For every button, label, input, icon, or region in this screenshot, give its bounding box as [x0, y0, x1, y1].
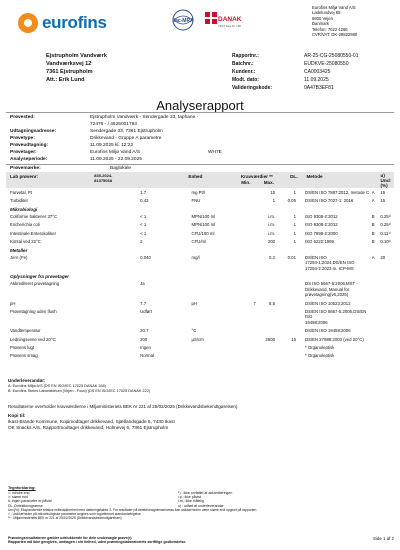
sample-info-key: Prøvested:	[10, 115, 35, 120]
result-max: i.m.	[268, 230, 275, 236]
result-unit: mg Pt/l	[191, 189, 205, 195]
meta-row	[232, 68, 394, 76]
result-lab-cell	[96, 309, 141, 325]
col-limits	[234, 172, 280, 188]
result-dl	[278, 309, 299, 325]
lab-address-line: 6600 Vejen	[312, 15, 333, 21]
result-row	[6, 280, 394, 299]
lab-address	[312, 5, 398, 37]
result-subcontractor-flag	[372, 337, 381, 342]
result-unit: µS/cm	[191, 336, 204, 342]
result-method: DS ISO 5667-5:2006,MST - Drikkevand, Manual for prøvetagning(v6,2025)	[304, 281, 358, 298]
eurofins-brand-name: eurofins	[42, 13, 107, 32]
legend-item: i.p.: ikke påvist	[178, 495, 201, 500]
legend-note: ¹⁾ : Usikkerheder på mikrobiologiske parametre angives som logaritmeret standardafvigelse	[8, 512, 141, 517]
sample-info-row	[6, 149, 394, 156]
result-name: Akkrediteret prøvetagning	[10, 281, 60, 287]
result-method: DS/EN ISO 7887:2012, metode C	[304, 189, 370, 195]
result-value: 20.7	[140, 328, 149, 334]
result-uncertainty: 0.25¹⁾	[380, 222, 392, 228]
result-uncertainty: 0.11¹⁾	[380, 230, 391, 236]
meta-value: 11.09.2025	[304, 77, 329, 83]
meta-value: EUDKVE-25080550	[304, 61, 349, 67]
sample-marker-label: Prøvemærke:	[10, 166, 41, 171]
result-name: Turbiditet	[10, 197, 28, 203]
result-min	[238, 239, 259, 244]
result-dl: 1	[293, 230, 296, 236]
legend-note: Unc(%): Ekspanderede relative måleusikkerhed med dækningsfaktor 2. For resultater på detektionsgrænseniveau kan usikkerheden være større end opgivet på rapporten.	[8, 507, 258, 512]
sample-marker-row	[6, 165, 394, 172]
sample-info-value	[90, 156, 394, 163]
compliance-statement: Resultaterne overholder kravværdierne i Miljøministeriets BEK nr 221 af 25/02/2025 (Drikkevandsbekendtgørelsen).	[8, 404, 239, 409]
result-min	[238, 309, 259, 325]
result-dl: 0.05	[287, 197, 296, 203]
sample-info-value	[90, 149, 394, 156]
sample-info-text: Drikkevand - Gruppe A parametre	[90, 136, 162, 141]
legend-item: DL: Detektionsgrænse	[8, 503, 43, 508]
col-max: Max.	[263, 180, 274, 185]
result-category: Mikrobiologi	[10, 206, 38, 212]
result-min	[238, 353, 259, 358]
result-category: Metaller	[10, 247, 28, 253]
sample-info-row	[6, 114, 394, 128]
sample-info-text: Ejstrupholm Vandværk - Sendergade 33, taphane - 72476 - / 4625001793	[90, 115, 199, 127]
result-row	[6, 221, 394, 229]
result-dl: 1	[293, 213, 296, 219]
result-row	[6, 335, 394, 343]
result-name: Escherichia coli	[10, 222, 40, 228]
legend-item: >: større end	[8, 495, 28, 500]
result-dl	[278, 353, 299, 358]
result-name: Coliforme bakterier 37°C	[10, 213, 58, 219]
result-value: < 1	[140, 213, 147, 219]
result-max: 200	[267, 238, 275, 244]
result-value: Normal	[140, 353, 154, 359]
result-row	[6, 188, 394, 196]
result-method: ISO 9308-2:2012	[304, 213, 338, 219]
result-dl	[278, 301, 299, 306]
sample-info-code: WH7E	[208, 150, 222, 155]
result-subcontractor-flag	[372, 328, 381, 333]
result-subcontractor-flag	[372, 345, 381, 350]
lab-address-line: Telefon: 7022 4266	[312, 26, 348, 32]
result-min	[238, 214, 259, 219]
result-row	[6, 344, 394, 352]
legend-heading: Tegnforklaring:	[8, 486, 36, 490]
result-subcontractor-flag: A	[371, 197, 375, 203]
meta-row	[232, 84, 394, 92]
legend-item: #: ingen parametre er påvist	[8, 499, 52, 504]
result-name: Farvetal, Pt	[10, 189, 32, 195]
customer-address-line: Att.: Erik Lund	[46, 77, 85, 83]
col-dl: DL.	[290, 174, 298, 179]
result-max	[259, 328, 278, 333]
result-dl	[278, 281, 299, 297]
result-value: Udført	[140, 309, 153, 314]
result-value: Ja	[140, 281, 145, 287]
result-uncertainty: 20	[380, 254, 386, 260]
result-min	[238, 255, 259, 271]
sample-info-text: 11.09.2025 kl. 12:22	[90, 143, 134, 148]
meta-key: Rapportnr.:	[232, 53, 259, 59]
sample-info-value	[90, 114, 394, 128]
page-footer	[8, 536, 394, 545]
result-subcontractor-flag: B	[371, 222, 375, 228]
result-subcontractor-flag	[372, 281, 381, 297]
col-uncertainty: u) Uncl (%)	[380, 173, 391, 188]
sample-info-text: Eurofins Miljø Vand A/S	[90, 150, 141, 155]
result-name: pH	[10, 300, 16, 306]
result-method: DS/EN ISO 5667-5:2006,DS/EN ISO 19458:2006	[304, 309, 367, 325]
result-name: Kimtal ved 22°C	[10, 238, 41, 244]
result-dl: 15	[291, 336, 296, 342]
meta-row	[232, 76, 394, 84]
result-unit: °C	[191, 328, 197, 334]
result-uncertainty: 15	[380, 197, 386, 203]
results-table	[6, 165, 394, 360]
result-uncertainty	[380, 301, 394, 306]
result-uncertainty	[380, 345, 394, 350]
sample-info-value	[90, 128, 394, 135]
result-uncertainty: 0.25¹⁾	[380, 213, 392, 219]
copy-to-line: OK Snacks A/S, Rapportmodtager drikkevand, Holmevej 6, 7361 Ejstrupholm	[8, 425, 169, 430]
legend-item: i.m.: ikke målelig	[178, 499, 204, 504]
result-uncertainty	[380, 328, 394, 333]
result-dl: 1	[293, 222, 296, 228]
result-unit: mg/l	[191, 254, 200, 260]
result-row	[6, 229, 394, 237]
result-unit: MPN/100 ml	[191, 213, 216, 219]
sample-info	[6, 112, 394, 165]
result-row	[6, 253, 394, 272]
result-name: Intestinale Enterokokker	[10, 230, 57, 236]
result-min	[238, 281, 259, 297]
result-unit	[192, 345, 238, 350]
result-value: 0.42	[140, 197, 149, 203]
sample-info-text: 11.09.2025 - 22.09.2025	[90, 157, 142, 162]
result-category: Oplysninger fra prøvetager	[10, 274, 69, 280]
result-subcontractor-flag: A	[371, 254, 375, 260]
result-dl	[278, 328, 299, 333]
result-method: DS/EN ISO 17294-1:2024,DS/EN ISO 17294-2:2023 m. ICP-MS	[304, 254, 355, 271]
subcontractor-heading: Underleverandør:	[8, 378, 46, 383]
result-lab-cell	[96, 281, 141, 297]
page-title: Analyserapport	[156, 98, 244, 113]
result-min	[238, 190, 259, 195]
ilac-logo-text: ilac-MRA	[172, 18, 194, 24]
result-lab-cell	[96, 239, 141, 244]
result-unit: FNU	[191, 197, 201, 203]
results-header	[6, 172, 394, 188]
result-lab-cell	[96, 353, 141, 358]
result-lab-cell	[96, 328, 141, 333]
result-min: 7	[253, 300, 256, 306]
copy-to-heading: Kopi til:	[8, 413, 26, 418]
result-max: 0.2	[269, 254, 275, 260]
result-lab-cell	[96, 255, 141, 271]
result-uncertainty	[380, 309, 394, 325]
result-lab-cell	[96, 214, 141, 219]
lab-address-line: Danmark	[312, 21, 329, 27]
result-value: Ingen	[140, 345, 151, 351]
danak-reg-text: TEST Reg.Nr. 168	[218, 24, 241, 28]
customer-address	[46, 52, 107, 84]
sample-marker-value: Baglokale	[110, 166, 132, 171]
result-row	[6, 196, 394, 204]
result-name: Ledningsevne ved 20°C	[10, 336, 56, 342]
results-body	[6, 188, 394, 360]
result-method: DS/EN 27888:2003 (ved 20°C)	[304, 336, 364, 342]
result-method: DS/EN ISO 10523:2012	[304, 300, 351, 306]
result-lab-cell	[96, 231, 141, 236]
subcontractor-line: B: Eurofins Steins Laboratorium (Vejen - Food) (DS EN ISO/IEC 17025 DANAK 222)	[8, 389, 151, 393]
meta-row	[232, 60, 394, 68]
meta-key: Batchnr.:	[232, 61, 254, 67]
col-lab-id: 835-2024- 81375068	[94, 173, 113, 183]
col-lab-sample-no: Lab prøvenr:	[10, 174, 39, 179]
meta-value: 0A47B3EF81	[304, 85, 334, 91]
result-max	[259, 309, 278, 325]
result-value: 1.7	[140, 189, 147, 195]
legend-note: ** : Miljøministeriets BEK nr 221 af 25/02/2025 (Drikkevandsbekendtgørelsen)	[8, 516, 122, 521]
result-value: < 1	[140, 222, 147, 228]
result-value: 200	[140, 336, 148, 342]
lab-address-line: Ladelundvej 85	[312, 10, 341, 16]
result-dl	[278, 345, 299, 350]
result-lab-cell	[96, 345, 141, 350]
result-value: 7.7	[140, 300, 147, 306]
result-max	[259, 345, 278, 350]
result-uncertainty	[380, 281, 394, 297]
subcontractor-notes	[8, 378, 394, 394]
result-max	[259, 353, 278, 358]
result-unit	[192, 281, 238, 297]
result-subcontractor-flag	[372, 301, 381, 306]
result-method: DS/EN ISO 19458:2006	[304, 328, 351, 334]
ilac-mra-logo-icon	[168, 8, 198, 38]
result-value: < 1	[140, 230, 147, 236]
result-lab-cell	[96, 301, 141, 306]
result-dl: 1	[293, 238, 296, 244]
eurofins-logo	[18, 8, 138, 38]
result-min	[238, 231, 259, 236]
footer-line: Rapporten må ikke gengives, undtagen i sin helhed, uden prøvningslaboratoriets skriftlige godkendelse.	[8, 540, 187, 545]
meta-value: CA0003425	[304, 69, 331, 75]
result-unit: pH	[191, 300, 197, 306]
result-method: ISO 9308-2:2012	[304, 222, 338, 228]
col-min: Min.	[241, 180, 251, 185]
result-min	[238, 198, 259, 203]
meta-key: Modt. dato:	[232, 77, 259, 83]
result-max	[259, 281, 278, 297]
result-unit: CFU/100 ml	[191, 230, 215, 236]
legend-item: *) : Ikke omfattet af akkrediteringen	[178, 491, 233, 495]
result-uncertainty	[380, 353, 394, 358]
result-uncertainty	[380, 337, 394, 342]
result-lab-cell	[96, 198, 141, 203]
danak-logo-icon	[203, 8, 243, 38]
col-limits-label: Kravværdier **	[240, 174, 273, 179]
result-row	[6, 327, 394, 335]
customer-address-line: 7361 Ejstrupholm	[46, 69, 93, 75]
result-row	[6, 237, 394, 245]
result-min	[238, 222, 259, 227]
customer-address-line: Ejstrupholm Vandværk	[46, 53, 107, 59]
result-row	[6, 212, 394, 220]
result-name: Jern (Fe)	[10, 254, 28, 260]
result-method: ISO 7899-2:2000	[304, 230, 338, 236]
result-method: * Organoleptisk	[304, 345, 335, 351]
result-subcontractor-flag	[372, 309, 381, 325]
result-subcontractor-flag: B	[371, 213, 375, 219]
result-lab-cell	[96, 190, 141, 195]
result-value: 2	[140, 238, 143, 244]
copy-to-line: Ikast-Brande Kommune, Kopimodtager drikkevand, Sjællandsgade 6, 7430 Ikast	[8, 419, 175, 424]
legend	[8, 486, 394, 520]
customer-address-line: Vandværksvej 12	[46, 61, 92, 67]
result-uncertainty: 0.10¹⁾	[380, 238, 392, 244]
subcontractor-line: A: Eurofins Miljø A/S (DS EN ISO/IEC 17025 DANAK 168)	[8, 384, 106, 388]
result-subcontractor-flag: B	[371, 238, 375, 244]
result-row	[6, 352, 394, 360]
col-unit: Enhed	[188, 174, 203, 179]
sample-info-key: Prøvetager:	[10, 150, 37, 155]
meta-value: AR-25-CG-25080550-01	[304, 53, 359, 59]
result-lab-cell	[96, 222, 141, 227]
result-max: i.m.	[268, 222, 275, 228]
result-max: 2500	[265, 336, 275, 342]
result-unit	[192, 309, 238, 325]
copy-to	[8, 412, 394, 431]
sample-info-value	[90, 142, 394, 149]
result-method: * Organoleptisk	[304, 353, 335, 359]
result-unit: MPN/100 ml	[191, 222, 216, 228]
sample-info-key: Prøvetype:	[10, 136, 35, 141]
result-name: Prøvens lugt	[10, 345, 35, 351]
result-name: Prøvetagning uden flush	[10, 309, 57, 314]
page-number: Side 1 af 2	[373, 536, 394, 541]
footer-line: Prøvningsresultaterne gælder udelukkende for de/n undersøgte prøve(r).	[8, 536, 133, 540]
danak-logo-text: DANAK	[218, 16, 242, 23]
lab-address-line: CVR/VAT: DK-29822980	[312, 32, 358, 38]
sample-info-row	[6, 135, 394, 142]
result-min	[238, 328, 259, 333]
result-unit: CFU/ml	[191, 238, 207, 244]
result-method: DS/EN ISO 7027-1: 2016	[304, 197, 354, 203]
eurofins-logo-mark-icon	[18, 13, 38, 33]
legend-item: <: mindre end	[8, 491, 30, 495]
result-max: 8.5	[269, 300, 275, 306]
result-subcontractor-flag: A	[371, 189, 375, 195]
result-uncertainty: 15	[380, 189, 386, 195]
sample-info-value	[90, 135, 394, 142]
sample-info-text: Sendergade 33, 7361 Ejstrupholm	[90, 129, 163, 134]
meta-key: Valideringskode:	[232, 85, 273, 91]
meta-key: Kundenr.:	[232, 69, 256, 75]
meta-row	[232, 52, 394, 60]
lab-address-line: Eurofins Miljø Vand A/S	[312, 5, 356, 10]
result-subcontractor-flag: B	[371, 230, 375, 236]
result-min	[238, 345, 259, 350]
result-lab-cell	[96, 337, 141, 342]
sample-info-row	[6, 128, 394, 135]
report-meta	[232, 52, 394, 92]
sample-info-row	[6, 156, 394, 163]
result-dl: 1	[293, 189, 296, 195]
result-max: i.m.	[268, 213, 275, 219]
result-row	[6, 308, 394, 327]
result-max: 1	[272, 197, 275, 203]
result-unit	[192, 353, 238, 358]
legend-item: u) : udført af underleverandør	[178, 503, 224, 508]
sample-info-row	[6, 142, 394, 149]
result-value: 0.040	[140, 254, 151, 260]
result-row	[6, 299, 394, 307]
sample-info-key: Prøveudtagning:	[10, 143, 49, 148]
result-min	[238, 337, 259, 342]
result-method: ISO 6222:1999	[304, 238, 334, 244]
result-name: Prøvens smag	[10, 353, 38, 359]
result-max: 15	[270, 189, 275, 195]
result-dl: 0.01	[287, 254, 296, 260]
result-subcontractor-flag	[372, 353, 381, 358]
result-name: Vandtemperatur	[10, 328, 41, 334]
col-method: Metode	[306, 174, 323, 179]
sample-info-key: Analyseperiode:	[10, 157, 48, 162]
sample-info-key: Udtagningsadresse:	[10, 129, 57, 134]
